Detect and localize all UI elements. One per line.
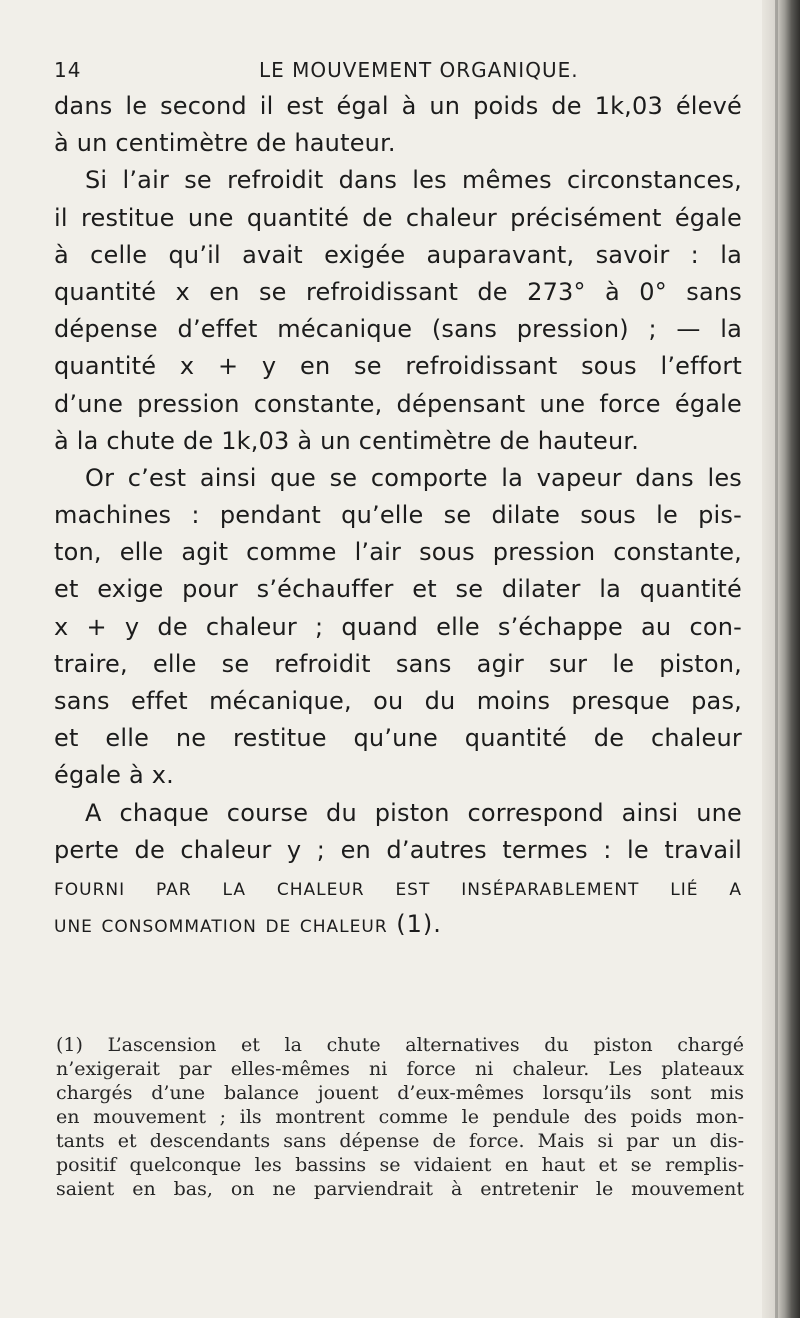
text-line: quantité x + y en se refroidissant sous l’effort (54, 352, 742, 381)
text-line: à un centimètre de hauteur. (54, 129, 396, 158)
footnote-line: tants et descendants sans dépense de force. Mais si par un dis- (56, 1130, 744, 1152)
footnote-line: en mouvement ; ils montrent comme le pendule des poids mon- (56, 1106, 744, 1128)
text-line: x + y de chaleur ; quand elle s’échappe au con- (54, 612, 742, 641)
text-line: à celle qu’il avait exigée auparavant, savoir : la (54, 240, 742, 269)
footnote-line: positif quelconque les bassins se vidaient en haut et se remplis- (56, 1154, 744, 1176)
text-line: A chaque course du piston correspond ainsi une (85, 798, 742, 827)
footnote (56, 1033, 744, 1201)
text-line: Si l’air se refroidit dans les mêmes circonstances, (85, 166, 742, 195)
footnote-line: chargés d’une balance jouent d’eux-mêmes lorsqu’ils sont mis (56, 1082, 744, 1104)
footnote-line: (1) L’ascension et la chute alternatives du piston chargé (56, 1034, 744, 1056)
text-line: dépense d’effet mécanique (sans pression) ; — la (54, 315, 742, 344)
text-line: dans le second il est égal à un poids de 1k,03 élevé (54, 92, 742, 120)
text-line: perte de chaleur y ; en d’autres termes : le travail (54, 835, 742, 864)
page-number: 14 (54, 58, 82, 82)
text-line: traire, elle se refroidit sans agir sur le piston, (54, 649, 742, 678)
page-header (54, 58, 744, 88)
text-line: machines : pendant qu’elle se dilate sous le pis- (54, 501, 742, 530)
page-binding-edge (762, 0, 800, 1318)
text-line: il restitue une quantité de chaleur précisément égale (54, 203, 742, 232)
footnote-line: n’exigerait par elles-mêmes ni force ni chaleur. Les plateaux (56, 1058, 744, 1080)
text-line: égale à x. (54, 761, 174, 790)
text-line: ton, elle agit comme l’air sous pression constante, (54, 538, 742, 567)
text-line: à la chute de 1k,03 à un centimètre de hauteur. (54, 426, 640, 455)
page-edge-shadow (775, 0, 778, 1318)
running-title: LE MOUVEMENT ORGANIQUE. (259, 58, 579, 82)
text-line-small-caps: une consommation de chaleur (1). (54, 910, 442, 939)
text-line: et elle ne restitue qu’une quantité de chaleur (54, 724, 742, 753)
main-text (54, 88, 742, 943)
text-line: et exige pour s’échauffer et se dilater la quantité (54, 575, 742, 604)
text-line: sans effet mécanique, ou du moins presque pas, (54, 687, 742, 715)
text-line: Or c’est ainsi que se comporte la vapeur dans les (85, 463, 742, 492)
text-line-small-caps: fourni par la chaleur est inséparablement lié a (54, 872, 742, 901)
text-line: quantité x en se refroidissant de 273° à 0° sans (54, 277, 742, 306)
footnote-line: saient en bas, on ne parviendrait à entretenir le mouvement (56, 1178, 744, 1200)
text-line: d’une pression constante, dépensant une force égale (54, 389, 742, 418)
